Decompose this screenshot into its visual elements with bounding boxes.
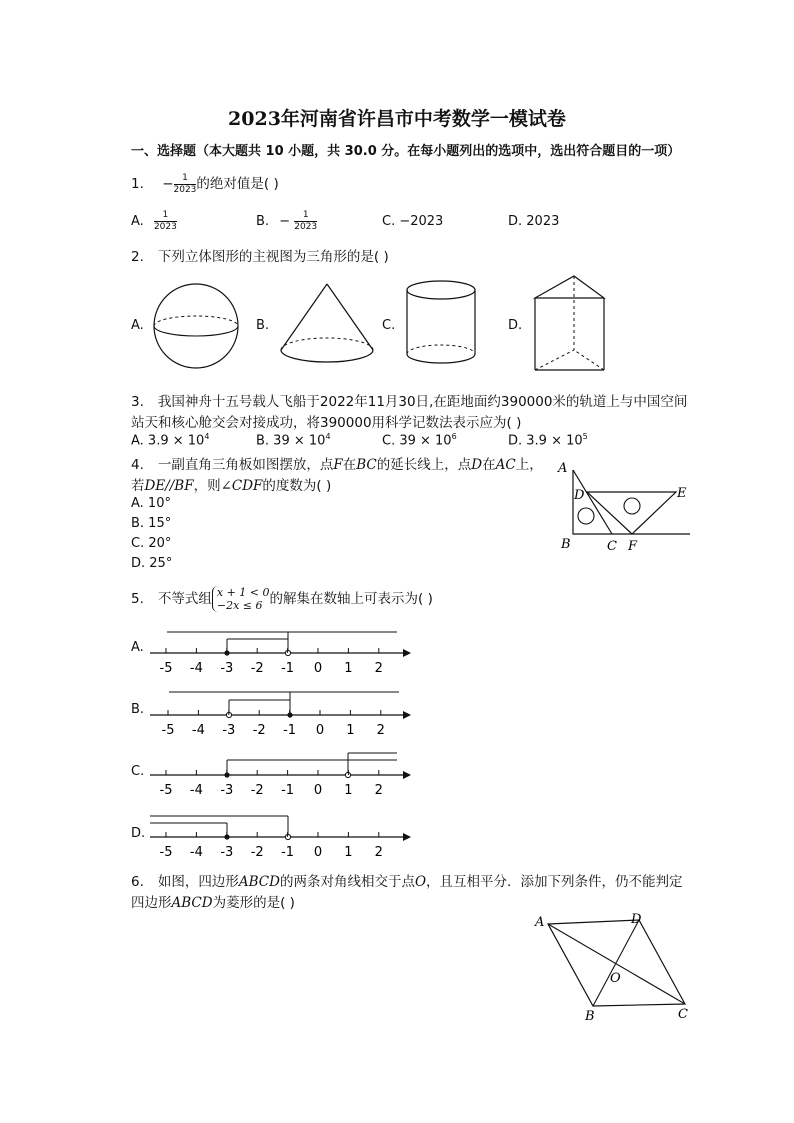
question-3: 3. 我国神舟十五号载人飞船于2022年11月30日,在距地面约390000米的轨道上与中国空间 — [131, 394, 688, 410]
option-4d[interactable]: D. 25° — [131, 556, 173, 571]
tick-label: -3 — [222, 723, 236, 738]
tick-label: -4 — [189, 845, 203, 860]
option-5b[interactable]: B. — [131, 702, 145, 717]
tick-label: -1 — [281, 845, 295, 860]
option-1a[interactable]: A. $\frac{1}{2023}$ — [131, 210, 177, 232]
tick-label: -4 — [189, 783, 203, 798]
tick-label: -2 — [250, 783, 264, 798]
option-2a[interactable]: A. — [131, 318, 144, 333]
question-4: 4. 一副直角三角板如图摆放，点F在BC的延长线上，点D在AC上， — [131, 457, 543, 473]
tick-label: -4 — [189, 661, 203, 676]
tick-label: 2 — [374, 661, 383, 676]
svg-text:B: B — [585, 1009, 595, 1024]
option-4b[interactable]: B. 15° — [131, 516, 172, 531]
prism-figure — [535, 276, 604, 370]
tick-label: 2 — [376, 723, 385, 738]
tick-label: 1 — [344, 783, 353, 798]
option-1d[interactable]: D. 2023 — [508, 214, 560, 229]
number-line-c — [150, 753, 411, 779]
sphere-figure — [154, 284, 238, 368]
tick-label: -1 — [281, 661, 295, 676]
svg-text:D: D — [631, 912, 642, 927]
tick-label: -2 — [250, 661, 264, 676]
option-1c[interactable]: C. −2023 — [382, 214, 444, 229]
svg-text:D: D — [574, 488, 585, 503]
tick-label: -3 — [220, 661, 234, 676]
tick-label: -5 — [161, 723, 175, 738]
tick-label: 0 — [315, 723, 325, 738]
tick-label: 1 — [344, 845, 353, 860]
svg-text:C: C — [678, 1007, 688, 1022]
cone-figure — [281, 284, 373, 362]
svg-text:C: C — [607, 539, 617, 554]
question-3-line2: 站天和核心舱交会对接成功，将390000用科学记数法表示应为( ) — [131, 415, 522, 431]
tick-label: -4 — [191, 723, 205, 738]
rhombus-figure — [528, 908, 698, 1026]
question-6: 6. 如图，四边形ABCD的两条对角线相交于点O，且互相平分．添加下列条件，仍不能判定 — [131, 874, 683, 890]
tick-label: 0 — [313, 845, 323, 860]
question-6-line2: 四边形ABCD为菱形的是( ) — [131, 895, 295, 911]
option-4c[interactable]: C. 20° — [131, 536, 172, 551]
tick-label: 0 — [313, 783, 323, 798]
triangle-figure — [555, 458, 695, 556]
option-3a[interactable]: A. $3.9 \times 10^4$ — [131, 432, 210, 449]
tick-label: 0 — [313, 661, 323, 676]
minus-sign: − — [162, 176, 174, 192]
tick-label: -5 — [159, 845, 173, 860]
option-5d[interactable]: D. — [131, 826, 146, 841]
section-heading: 一、选择题（本大题共 10 小题，共 30.0 分。在每小题列出的选项中，选出符合题目的一项） — [131, 144, 681, 159]
option-5c[interactable]: C. — [131, 764, 145, 779]
svg-text:O: O — [610, 971, 621, 986]
question-number: 1. — [131, 176, 144, 192]
question-text: 的绝对值是( ) — [196, 176, 279, 192]
option-3d[interactable]: D. $3.9 \times 10^5$ — [508, 432, 588, 449]
tick-label: -1 — [281, 783, 295, 798]
number-line-d — [150, 816, 411, 841]
option-4a[interactable]: A. 10° — [131, 496, 171, 511]
tick-label: 1 — [344, 661, 353, 676]
question-5: 5. 不等式组 x + 1 < 0 −2x ≤ 6 的解集在数轴上可表示为( ) — [131, 586, 433, 612]
tick-label: -5 — [159, 661, 173, 676]
tick-label: -1 — [283, 723, 297, 738]
tick-label: 2 — [374, 845, 383, 860]
tick-label: 2 — [374, 783, 383, 798]
option-2c[interactable]: C. — [382, 318, 396, 333]
tick-label: -5 — [159, 783, 173, 798]
number-line-a — [150, 632, 411, 657]
option-2b[interactable]: B. — [256, 318, 270, 333]
option-1b[interactable]: B. − $\frac{1}{2023}$ — [256, 210, 318, 232]
solid-figures — [140, 270, 620, 380]
number-line-b — [150, 692, 411, 719]
question-1 — [131, 172, 279, 196]
question-4-line2: 若DE//BF，则∠CDF的度数为( ) — [131, 478, 332, 494]
tick-label: 1 — [346, 723, 355, 738]
svg-text:F: F — [628, 539, 638, 554]
option-2d[interactable]: D. — [508, 318, 523, 333]
svg-text:B: B — [561, 537, 571, 552]
tick-label: -3 — [220, 845, 234, 860]
number-lines — [145, 620, 420, 860]
svg-text:A: A — [535, 915, 545, 930]
cylinder-figure — [407, 281, 475, 363]
option-5a[interactable]: A. — [131, 640, 144, 655]
svg-text:A: A — [558, 461, 568, 476]
question-2: 2. 下列立体图形的主视图为三角形的是( ) — [131, 249, 389, 265]
svg-text:E: E — [677, 486, 687, 501]
option-3c[interactable]: C. $39 \times 10^6$ — [382, 432, 457, 449]
tick-label: -3 — [220, 783, 234, 798]
fraction: $\frac{1}{2023}$ — [173, 172, 197, 195]
option-3b[interactable]: B. $39 \times 10^4$ — [256, 432, 331, 449]
inequality-system: x + 1 < 0 −2x ≤ 6 — [212, 586, 270, 612]
tick-label: -2 — [252, 723, 266, 738]
page-title: 2023年河南省许昌市中考数学一模试卷 — [228, 108, 566, 130]
tick-label: -2 — [250, 845, 264, 860]
